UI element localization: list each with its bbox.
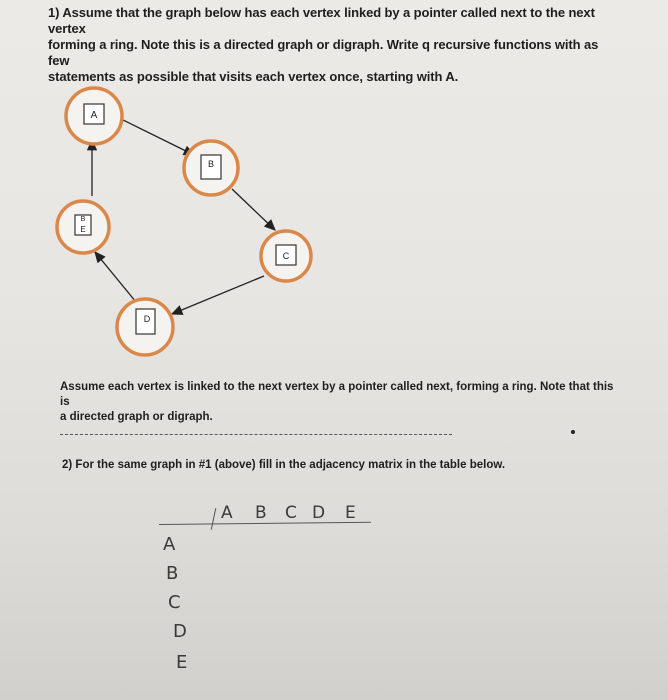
question-1-line2: forming a ring. Note this is a directed graph or digraph. Write q recursive functions with as few <box>48 37 599 68</box>
matrix-row-d: D <box>173 621 187 642</box>
edge-c-to-d <box>172 276 264 314</box>
vertex-d <box>117 299 173 355</box>
ring-note-next-keyword: next, <box>426 381 454 393</box>
question-1-next-keyword: next <box>500 5 527 20</box>
dashed-divider <box>60 434 452 435</box>
vertex-b <box>184 141 238 195</box>
matrix-row-a: A <box>163 534 176 555</box>
matrix-column-e: E <box>345 503 356 523</box>
edge-a-to-b <box>121 119 194 155</box>
matrix-row-b: B <box>166 563 179 584</box>
question-1-line3: statements as possible that visits each vertex once, starting with A. <box>48 69 459 84</box>
question-1-line1-tail: to the next vertex <box>48 5 595 36</box>
vertex-c <box>261 231 311 281</box>
ring-note-tail: forming a ring. Note that this is <box>60 381 614 408</box>
matrix-vertical-stroke <box>211 508 217 530</box>
matrix-column-a: A <box>221 503 233 523</box>
edge-d-to-e <box>95 252 136 302</box>
vertex-b-label: B <box>207 159 215 169</box>
question-2-text: 2) For the same graph in #1 (above) fill in the adjacency matrix in the table below. <box>62 459 506 471</box>
vertex-c-label: C <box>282 251 290 261</box>
vertex-a <box>66 88 122 144</box>
matrix-column-c: C <box>285 503 297 523</box>
matrix-row-e: E <box>176 652 188 673</box>
ring-note <box>60 380 620 425</box>
vertex-e <box>57 201 109 253</box>
question-1-line1-lead: 1) Assume that the graph below has each vertex linked by a pointer called <box>48 5 501 20</box>
matrix-column-b: B <box>255 503 267 523</box>
vertex-d-label: D <box>143 314 151 324</box>
ring-note-lead: Assume each vertex is linked to the next vertex by a pointer called <box>60 381 427 393</box>
vertex-e-stray-label: B <box>80 216 86 223</box>
vertex-e-label: E <box>80 225 86 234</box>
stray-dot <box>571 430 575 434</box>
vertex-a-label: A <box>90 110 98 121</box>
ring-note-line2: a directed graph or digraph. <box>60 411 213 423</box>
matrix-row-c: C <box>168 592 181 613</box>
edge-b-to-c <box>232 189 275 230</box>
matrix-column-d: D <box>312 503 326 523</box>
